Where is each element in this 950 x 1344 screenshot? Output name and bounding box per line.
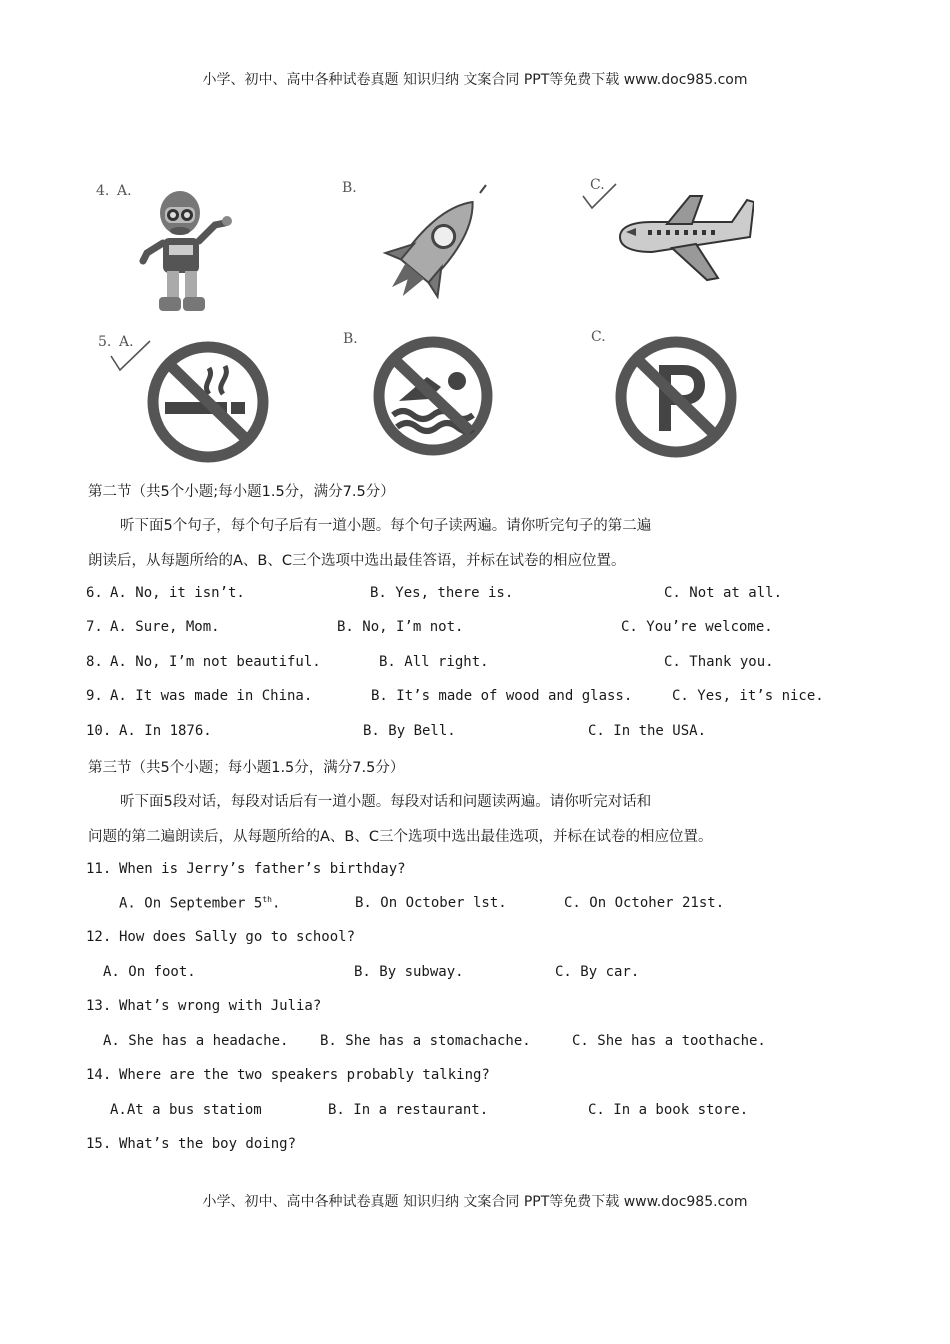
option-5a-letter: A. xyxy=(119,334,134,350)
question-10-option-b: B. By Bell. xyxy=(363,723,456,739)
question-12-option-b: B. By subway. xyxy=(354,964,464,980)
robot-icon xyxy=(135,183,235,318)
no-smoking-icon xyxy=(143,340,273,465)
question-10-number: 10. xyxy=(86,723,112,739)
question-11-option-b: B. On October lst. xyxy=(355,895,507,911)
option-5c-letter: C. xyxy=(591,329,606,345)
question-14-stem: Where are the two speakers probably talking? xyxy=(119,1067,490,1083)
question-6-option-c: C. Not at all. xyxy=(664,585,783,601)
question-7-number: 7. xyxy=(86,619,103,635)
section-2-instruction-2: 朗读后，从每题所给的A、B、C三个选项中选出最佳答语，并标在试卷的相应位置。 xyxy=(88,553,626,569)
question-11-option-c: C. On Octoher 21st. xyxy=(564,895,725,911)
question-6-number: 6. xyxy=(86,585,103,601)
question-4-number: 4. xyxy=(96,183,110,199)
question-12-stem: How does Sally go to school? xyxy=(119,929,356,945)
question-9-option-c: C. Yes, it’s nice. xyxy=(672,688,824,704)
question-5-number: 5. xyxy=(98,334,112,350)
question-7-option-b: B. No, I’m not. xyxy=(337,619,464,635)
question-13-option-b: B. She has a stomachache. xyxy=(320,1033,531,1049)
question-14-option-b: B. In a restaurant. xyxy=(328,1102,489,1118)
question-11-number: 11. xyxy=(86,861,112,877)
question-7-option-a: A. Sure, Mom. xyxy=(110,619,220,635)
check-mark-icon xyxy=(580,180,620,212)
question-13-option-a: A. She has a headache. xyxy=(103,1033,289,1049)
section-2-instruction-1: 听下面5个句子，每个句子后有一道小题。每个句子读两遍。请你听完句子的第二遍 xyxy=(120,518,652,534)
question-11-option-a: A. On September 5th. xyxy=(119,895,281,912)
question-14-option-c: C. In a book store. xyxy=(588,1102,749,1118)
question-13-option-c: C. She has a toothache. xyxy=(572,1033,766,1049)
question-8-option-b: B. All right. xyxy=(379,654,489,670)
question-10-option-c: C. In the USA. xyxy=(588,723,707,739)
page-footer: 小学、初中、高中各种试卷真题 知识归纳 文案合同 PPT等免费下载 www.doc985.com xyxy=(202,1194,748,1210)
question-13-number: 13. xyxy=(86,998,112,1014)
question-14-number: 14. xyxy=(86,1067,112,1083)
question-13-stem: What’s wrong with Julia? xyxy=(119,998,322,1014)
question-6-option-a: A. No, it isn’t. xyxy=(110,585,245,601)
question-7-option-c: C. You’re welcome. xyxy=(621,619,773,635)
section-3-title: 第三节（共5个小题；每小题1.5分，满分7.5分） xyxy=(88,760,405,776)
question-9-option-a: A. It was made in China. xyxy=(110,688,313,704)
page-header: 小学、初中、高中各种试卷真题 知识归纳 文案合同 PPT等免费下载 www.doc985.com xyxy=(202,72,748,88)
question-8-number: 8. xyxy=(86,654,103,670)
question-8-option-c: C. Thank you. xyxy=(664,654,774,670)
question-12-option-c: C. By car. xyxy=(555,964,640,980)
airplane-icon xyxy=(612,192,754,284)
question-9-option-b: B. It’s made of wood and glass. xyxy=(371,688,633,704)
rocket-icon xyxy=(372,183,497,313)
option-4a-letter: A. xyxy=(117,183,132,199)
question-9-number: 9. xyxy=(86,688,103,704)
question-15-stem: What’s the boy doing? xyxy=(119,1136,297,1152)
section-3-instruction-2: 问题的第二遍朗读后，从每题所给的A、B、C三个选项中选出最佳选项，并标在试卷的相应位置。 xyxy=(88,829,713,845)
section-2-title: 第二节（共5个小题;每小题1.5分，满分7.5分） xyxy=(88,484,395,500)
question-11-stem: When is Jerry’s father’s birthday? xyxy=(119,861,406,877)
question-10-option-a: A. In 1876. xyxy=(119,723,212,739)
question-8-option-a: A. No, I’m not beautiful. xyxy=(110,654,321,670)
no-swimming-icon xyxy=(369,335,497,457)
option-5b-letter: B. xyxy=(343,331,358,347)
question-12-number: 12. xyxy=(86,929,112,945)
option-4b-letter: B. xyxy=(342,180,357,196)
no-parking-icon xyxy=(611,335,741,460)
question-6-option-b: B. Yes, there is. xyxy=(370,585,514,601)
question-15-number: 15. xyxy=(86,1136,112,1152)
section-3-instruction-1: 听下面5段对话，每段对话后有一道小题。每段对话和问题读两遍。请你听完对话和 xyxy=(120,794,652,810)
question-14-option-a: A.At a bus statiom xyxy=(110,1102,262,1118)
option-4c-letter: C. xyxy=(590,177,605,193)
question-12-option-a: A. On foot. xyxy=(103,964,196,980)
